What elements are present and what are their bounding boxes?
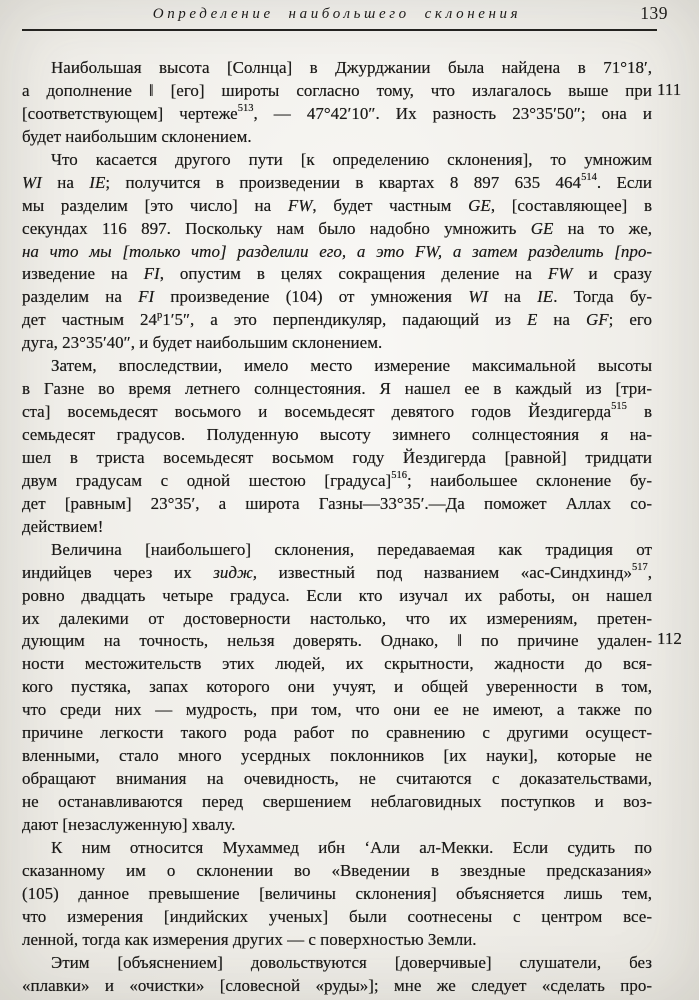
- text-line: [22, 447, 652, 470]
- footnote-ref: 516: [391, 470, 407, 482]
- text-line: [22, 516, 652, 539]
- text-segment: , опустим в целях сокращения деление на: [159, 264, 548, 284]
- text-segment: а дополнение ‖ [его] широты согласно тому, что излагалось выше при: [22, 80, 652, 100]
- text-line: [22, 172, 652, 195]
- text-segment: 1′5″, а это перпендикуляр, падающий из: [162, 310, 527, 330]
- text-segment: причине легкости такого рода работ по сравнению с другими осущест-: [22, 723, 652, 743]
- text-line: [22, 539, 652, 562]
- page-number: 139: [640, 3, 668, 23]
- text-line: [22, 722, 652, 745]
- text-block: [22, 57, 652, 997]
- text-segment: дующим на точность, нельзя доверять. Однако, ‖ по причине удален-: [22, 631, 652, 651]
- text-segment: FW: [547, 264, 573, 284]
- text-segment: IE: [89, 172, 106, 192]
- text-segment: изведение на: [22, 264, 144, 284]
- text-line: [22, 906, 652, 929]
- folio-margin-number-111: 111: [657, 80, 682, 99]
- text-segment: на что мы [только что] разделили его, а это FW, а затем разделить [про-: [22, 241, 652, 261]
- text-segment: на: [537, 310, 586, 330]
- text-segment: дет [равным] 23°35′, а широта Газны—33°35′.—Да поможет Аллах со-: [22, 493, 652, 513]
- text-line: [22, 952, 652, 975]
- text-segment: К ним относится Мухаммед ибн ‘Али ал-Мекки. Если судить по: [51, 837, 652, 857]
- text-line: [22, 149, 652, 172]
- text-segment: секундах 116 897. Поскольку нам было надобно умножить: [22, 218, 531, 238]
- text-line: [22, 791, 652, 814]
- text-segment: дуга, 23°35′40″, и будет наибольшим склонением.: [22, 333, 383, 353]
- text-segment: ; его: [608, 310, 652, 330]
- text-segment: ности местожительств этих людей, их скрытности, жадности до вся-: [22, 654, 652, 674]
- text-line: [22, 355, 652, 378]
- text-segment: семьдесят градусов. Полуденную высоту зимнего солнцестояния я на-: [22, 425, 652, 444]
- text-segment: ровно двадцать четыре градуса. Если кто изучал их работы, он нашел: [22, 585, 652, 605]
- text-segment: Что касается другого пути [к определению склонения], то умножим: [51, 149, 652, 169]
- footnote-ref: 515: [611, 401, 627, 413]
- text-segment: и сразу: [572, 264, 653, 284]
- text-segment: ; наибольшее склонение бу-: [406, 470, 652, 490]
- text-line: [22, 653, 652, 676]
- text-segment: произведение (104) от умножения: [154, 287, 469, 307]
- paragraph: [22, 539, 652, 837]
- text-line: [22, 860, 652, 883]
- text-segment: E: [526, 310, 538, 330]
- text-segment: , — 47°42′10″. Их разность 23°35′50″; она и: [253, 103, 652, 123]
- text-segment: GE: [530, 218, 554, 238]
- text-segment: сказанному им о склонении во «Введении в звездные предсказания»: [22, 860, 652, 880]
- text-line: [22, 883, 652, 906]
- text-segment: вленными, стало много усердных поклонников [их науки], которые не: [22, 746, 652, 766]
- text-segment: разделим на: [22, 287, 139, 307]
- text-segment: ленной, тогда как измерения других — с поверхностью Земли.: [22, 929, 477, 949]
- text-segment: обращают внимания на очевидность, не считаются с доказательствами,: [22, 769, 652, 789]
- text-line: [22, 699, 652, 722]
- text-line: [22, 332, 652, 355]
- text-segment: FW: [287, 195, 313, 215]
- text-line: [22, 745, 652, 768]
- text-segment: [соответствующем] чертеже: [22, 103, 238, 123]
- text-line: [22, 241, 652, 264]
- text-line: [22, 218, 652, 241]
- text-line: [22, 493, 652, 516]
- footnote-ref: p: [156, 309, 163, 321]
- paragraph: [22, 355, 652, 539]
- text-segment: ; получится в произведении в квартах 8 897 635 464: [105, 172, 582, 192]
- text-line: [22, 837, 652, 860]
- text-segment: на: [488, 287, 538, 307]
- text-segment: «плавки» и «очистки» [словесной «руды»]; мне же следует «сделать про-: [22, 975, 652, 995]
- text-segment: GE: [468, 195, 491, 215]
- running-head-title: Определение наибольшего склонения: [152, 6, 522, 22]
- text-segment: GF: [585, 310, 609, 330]
- text-line: [22, 929, 652, 952]
- text-line: [22, 814, 652, 837]
- text-line: [22, 585, 652, 608]
- text-segment: . Если: [596, 172, 652, 192]
- text-segment: их далекими от достоверности настолько, что их измерениям, претен-: [22, 608, 652, 628]
- text-line: [22, 470, 652, 493]
- text-segment: ,: [647, 562, 653, 582]
- text-line: [22, 768, 652, 791]
- text-segment: Наибольшая высота [Солнца] в Джурджании была найдена в 71°18′,: [51, 58, 652, 77]
- paragraph: [22, 952, 652, 998]
- text-segment: WI: [468, 287, 489, 307]
- text-segment: , будет частным: [312, 195, 469, 215]
- text-segment: Этим [объяснением] довольствуются [доверчивые] слушатели, без: [51, 952, 652, 972]
- text-segment: не останавливаются перед свершением неблаговидных поступков и воз-: [22, 792, 652, 811]
- text-line: [22, 378, 652, 401]
- footnote-ref: 517: [632, 561, 648, 573]
- text-segment: кого пустяка, запах которого они учуят, и общей уверенности в том,: [22, 677, 652, 697]
- text-segment: , [составляющее] в: [490, 195, 652, 215]
- text-line: [22, 676, 652, 699]
- paragraph: [22, 149, 652, 355]
- paragraph: [22, 57, 652, 149]
- text-segment: двум градусам с одной шестою [градуса]: [22, 470, 392, 490]
- text-line: [22, 630, 652, 653]
- text-segment: на то же,: [553, 218, 652, 238]
- text-segment: Затем, впоследствии, имело место измерение максимальной высоты: [51, 356, 652, 376]
- text-segment: действием!: [22, 516, 104, 536]
- text-segment: ста] восемьдесят восьмого и восемьдесят девятого годов Йездигерда: [22, 402, 612, 422]
- text-segment: FI: [143, 264, 160, 284]
- text-line: [22, 286, 652, 309]
- text-segment: будет наибольшим склонением.: [22, 126, 252, 146]
- text-segment: IE: [537, 287, 554, 307]
- text-line: [22, 263, 652, 286]
- text-line: [22, 424, 652, 447]
- text-line: [22, 126, 652, 149]
- text-line: [22, 57, 652, 80]
- text-line: [22, 103, 652, 126]
- text-segment: дет частным 24: [22, 310, 157, 330]
- text-line: [22, 562, 652, 585]
- text-segment: WI: [22, 172, 42, 192]
- text-segment: FI: [138, 287, 155, 307]
- text-line: [22, 309, 652, 332]
- text-segment: известный под названием «ас-Синдхинд»: [257, 562, 633, 582]
- text-segment: . Тогда бу-: [553, 287, 652, 307]
- text-segment: что измерения [индийских ученых] были соотнесены с центром все-: [22, 906, 652, 926]
- text-segment: шел в триста восемьдесят восьмом году Йездигерда [равной] тридцати: [22, 447, 652, 467]
- text-line: [22, 195, 652, 218]
- text-segment: (105) данное превышение [величины склонения] объясняется лишь тем,: [22, 883, 652, 903]
- footnote-ref: 514: [581, 172, 597, 184]
- text-line: [22, 80, 652, 103]
- text-segment: в Газне во время летнего солнцестояния. Я нашел ее в каждый из [три-: [22, 379, 652, 399]
- text-segment: Величина [наибольшего] склонения, передаваемая как традиция от: [51, 539, 652, 559]
- text-segment: что среди них — мудрость, при том, что они ее не имеют, а также по: [22, 700, 652, 720]
- text-segment: индийцев через их: [22, 562, 214, 582]
- text-segment: дают [незаслуженную] хвалу.: [22, 814, 236, 834]
- header-rule: [22, 29, 657, 31]
- text-line: [22, 975, 652, 998]
- text-line: [22, 608, 652, 631]
- paragraph: [22, 837, 652, 952]
- footnote-ref: 513: [237, 103, 254, 115]
- text-segment: мы разделим [это число] на: [22, 195, 288, 215]
- folio-margin-number-112: 112: [657, 629, 682, 648]
- text-segment: зидж,: [213, 562, 258, 582]
- text-line: [22, 401, 652, 424]
- text-segment: на: [41, 172, 90, 192]
- text-segment: в: [626, 402, 653, 422]
